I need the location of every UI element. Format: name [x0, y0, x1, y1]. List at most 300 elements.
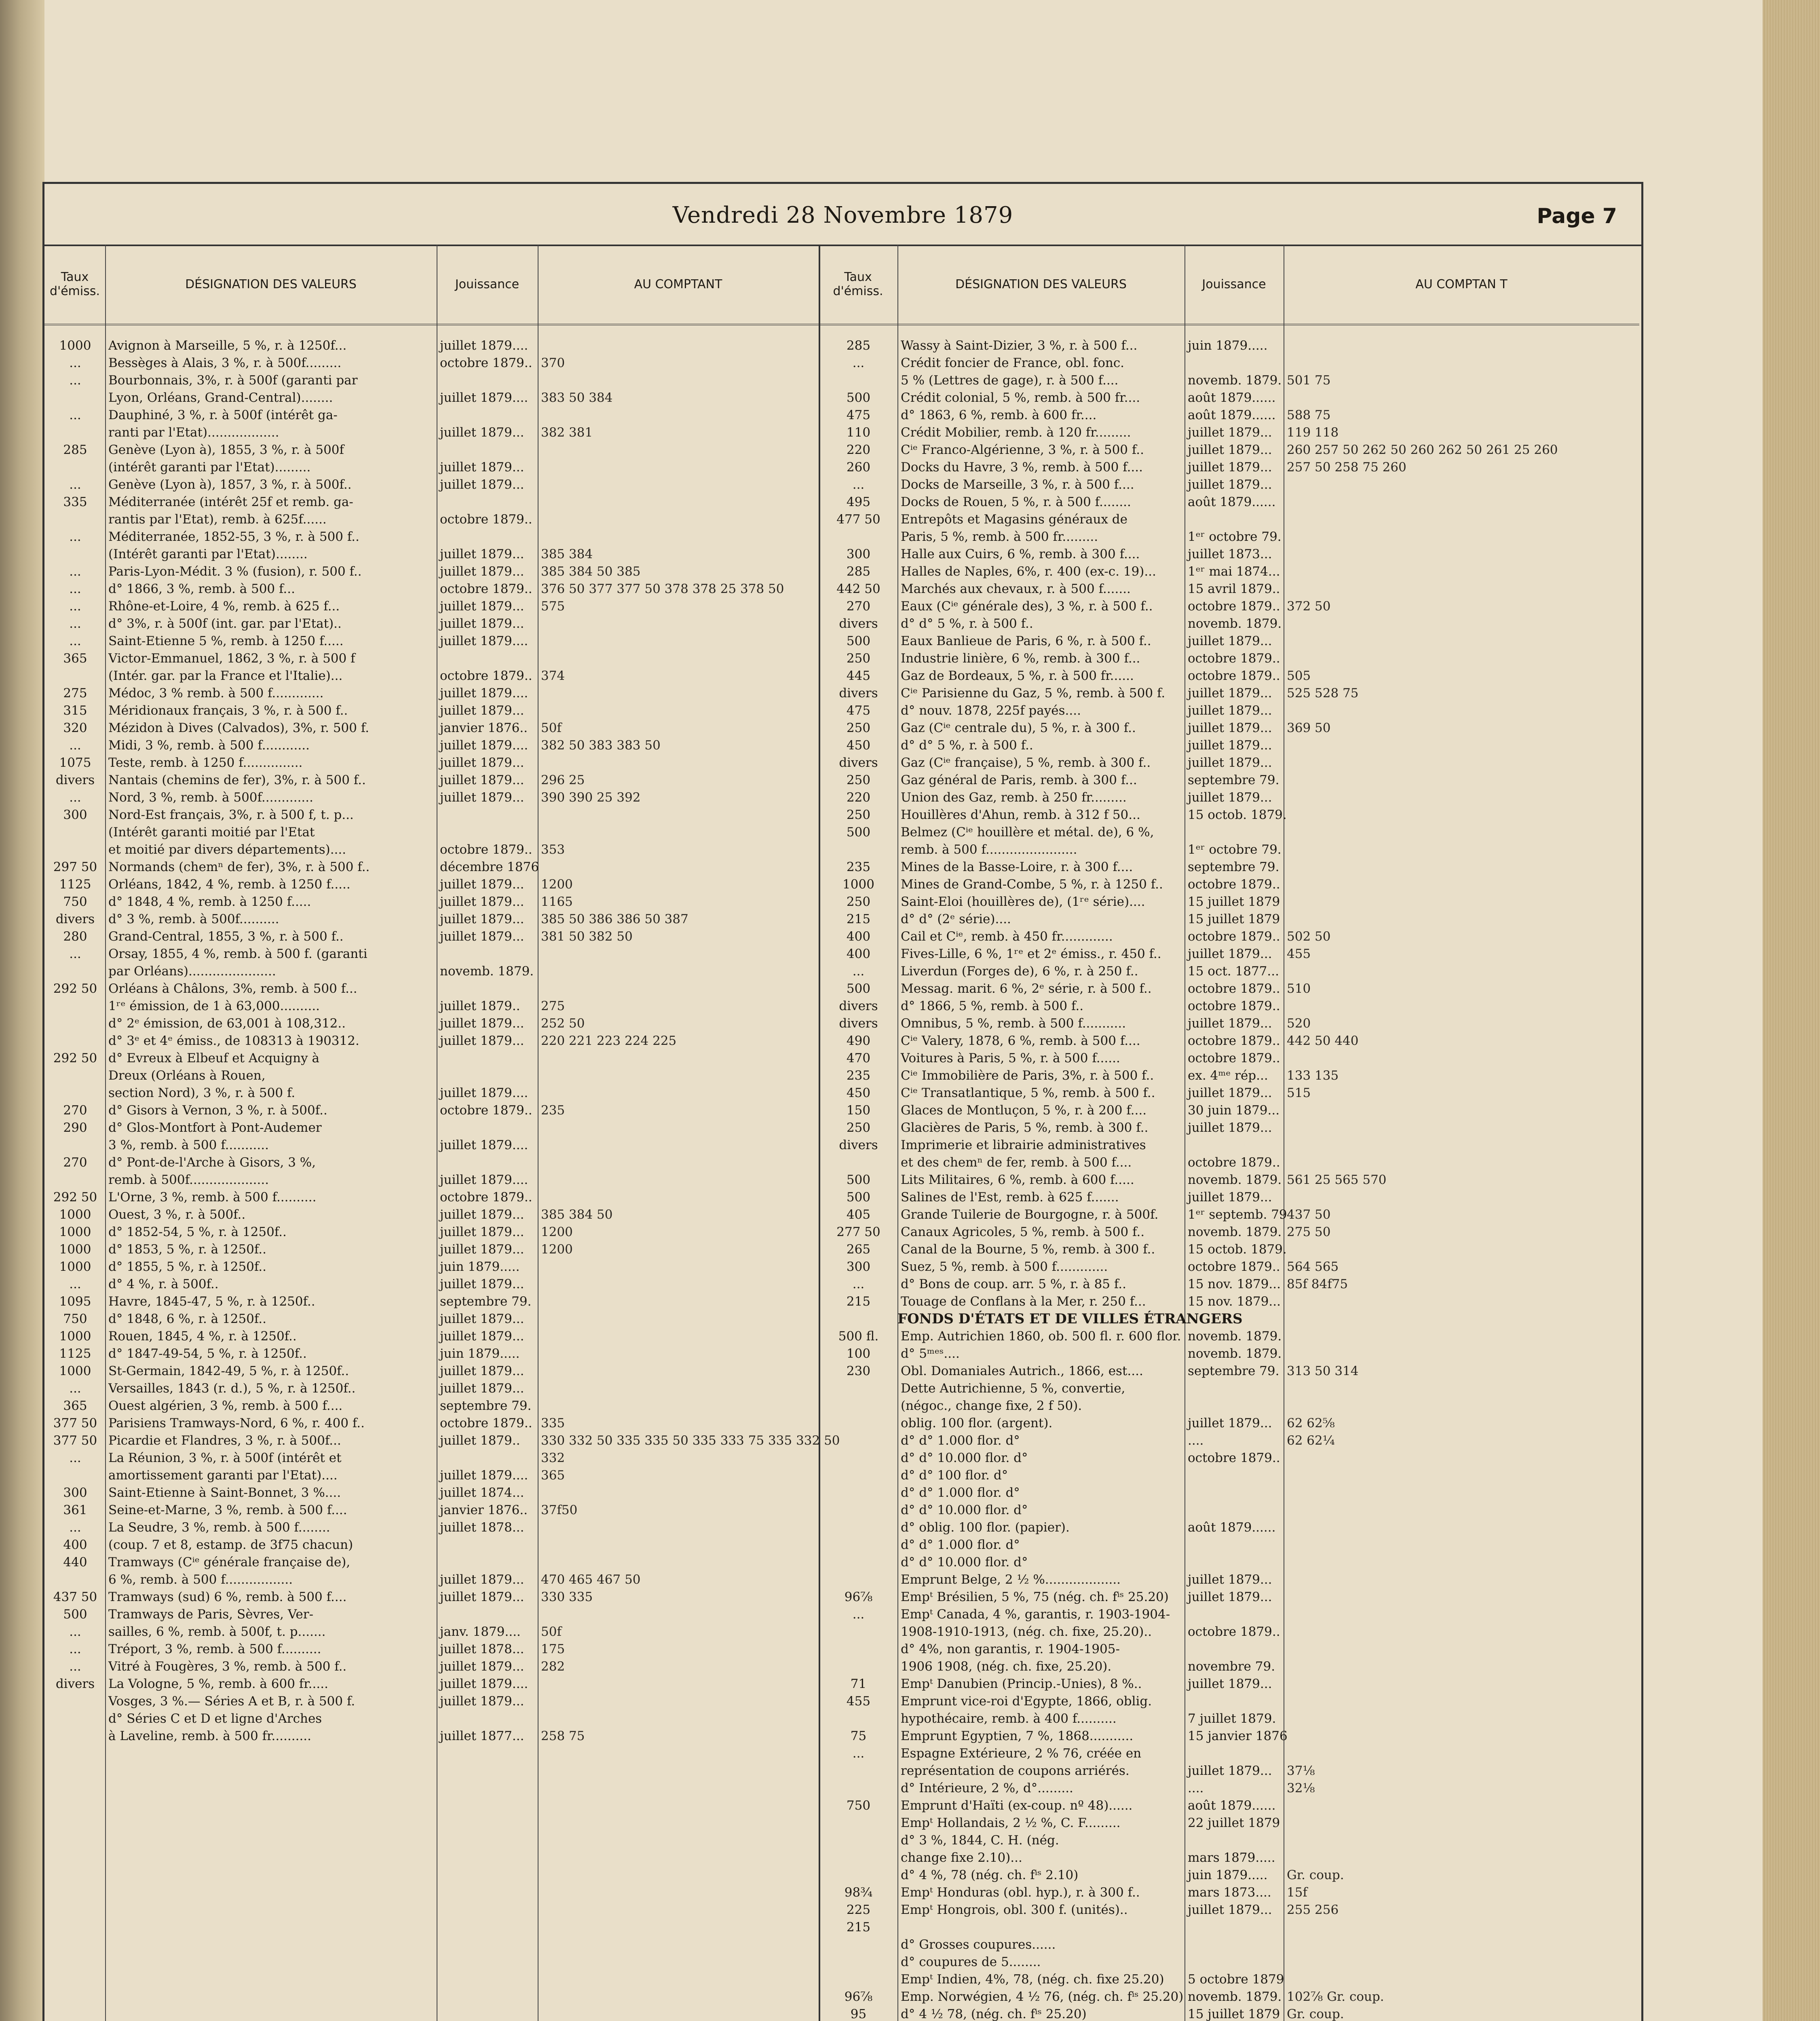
comptant-cell: Gr. coup. — [1287, 1868, 1344, 1882]
table-row — [44, 668, 819, 685]
table-row — [819, 1832, 1641, 1850]
table-row — [819, 859, 1641, 876]
taux-cell: 270 — [846, 599, 871, 614]
table-row — [819, 1797, 1641, 1815]
jouissance-cell: juillet 1878... — [440, 1520, 524, 1535]
jouissance-cell: juillet 1879... — [1188, 1190, 1272, 1205]
designation-cell: Bessèges à Alais, 3 %, r. à 500f......... — [108, 356, 342, 370]
table-row — [819, 928, 1641, 946]
designation-cell: et des chemⁿ de fer, remb. à 500 f.... — [901, 1155, 1132, 1170]
table-row — [819, 755, 1641, 772]
designation-cell: Midi, 3 %, remb. à 500 f............ — [108, 738, 310, 753]
table-row — [819, 720, 1641, 737]
comptant-cell: 382 381 — [541, 425, 593, 440]
table-row — [819, 1259, 1641, 1276]
designation-cell: d° 1847-49-54, 5 %, r. à 1250f.. — [108, 1346, 307, 1361]
designation-cell: Industrie linière, 6 %, remb. à 300 f... — [901, 651, 1140, 666]
taux-cell: 292 50 — [53, 981, 97, 996]
designation-cell: Teste, remb. à 1250 f............... — [108, 755, 303, 770]
table-row — [819, 998, 1641, 1015]
col-header-comptant: AU COMPTAN T — [1284, 245, 1639, 325]
table-row — [44, 390, 819, 407]
designation-cell: d° oblig. 100 flor. (papier). — [901, 1520, 1070, 1535]
table-row — [819, 1641, 1641, 1658]
jouissance-cell: octobre 1879.. — [1188, 599, 1280, 614]
designation-cell: amortissement garanti par l'Etat).... — [108, 1468, 338, 1483]
table-row — [44, 1346, 819, 1363]
taux-cell: ... — [69, 1642, 81, 1656]
designation-cell: 3 %, remb. à 500 f........... — [108, 1138, 269, 1152]
table-row — [819, 1398, 1641, 1415]
table-row — [44, 911, 819, 928]
table-row — [44, 1728, 819, 1745]
table-row — [819, 842, 1641, 859]
table-row — [819, 946, 1641, 963]
designation-cell: rantis par l'Etat), remb. à 625f...... — [108, 512, 327, 527]
table-row — [819, 876, 1641, 894]
taux-cell: ... — [69, 530, 81, 544]
designation-cell: Tramways (sud) 6 %, remb. à 500 f.... — [108, 1590, 347, 1604]
designation-cell: d° d° (2ᵉ série).... — [901, 912, 1011, 926]
jouissance-cell: juillet 1879.... — [440, 390, 528, 405]
comptant-cell: 332 — [541, 1451, 565, 1465]
table-row — [819, 2006, 1641, 2021]
designation-cell: Havre, 1845-47, 5 %, r. à 1250f.. — [108, 1294, 315, 1309]
designation-cell: d° 1853, 5 %, r. à 1250f.. — [108, 1242, 266, 1257]
taux-cell: 270 — [63, 1103, 87, 1118]
table-row — [44, 1450, 819, 1467]
designation-cell: d° coupures de 5........ — [901, 1955, 1041, 1969]
jouissance-cell: juillet 1879... — [440, 1277, 524, 1291]
jouissance-cell: juillet 1879... — [440, 1659, 524, 1674]
table-row — [44, 1224, 819, 1241]
table-row — [819, 702, 1641, 720]
table-row — [819, 598, 1641, 616]
comptant-cell: Gr. coup. — [1287, 2007, 1344, 2021]
comptant-cell: 119 118 — [1287, 425, 1339, 440]
table-row — [44, 1311, 819, 1328]
taux-cell: 500 fl. — [838, 1329, 879, 1344]
table-row — [44, 1067, 819, 1085]
taux-cell: 250 — [846, 808, 871, 822]
taux-cell: 1000 — [59, 1329, 91, 1344]
table-row — [819, 390, 1641, 407]
table-row — [44, 1172, 819, 1189]
jouissance-cell: 1ᵉʳ octobre 79. — [1188, 842, 1282, 857]
comptant-cell: 296 25 — [541, 773, 585, 787]
taux-cell: 475 — [846, 703, 871, 718]
designation-cell: Empᵗ Danubien (Princip.-Unies), 8 %.. — [901, 1677, 1142, 1691]
table-row — [819, 459, 1641, 477]
taux-cell: 98¾ — [844, 1885, 873, 1900]
designation-cell: (Intérêt garanti moitié par l'Etat — [108, 825, 315, 840]
designation-cell: Wassy à Saint-Dizier, 3 %, r. à 500 f... — [901, 338, 1138, 353]
jouissance-cell: .... — [1188, 1781, 1204, 1795]
jouissance-cell: juillet 1879.. — [440, 1433, 520, 1448]
table-row — [819, 1015, 1641, 1033]
taux-cell: ... — [69, 738, 81, 753]
table-row — [44, 1328, 819, 1346]
taux-cell: 377 50 — [53, 1433, 97, 1448]
table-row — [44, 876, 819, 894]
jouissance-cell: octobre 1879.. — [440, 1190, 532, 1205]
newspaper-page-frame — [42, 182, 1643, 2021]
taux-cell: 455 — [846, 1694, 871, 1709]
designation-cell: d° 1866, 5 %, remb. à 500 f.. — [901, 999, 1084, 1013]
table-row — [44, 598, 819, 616]
taux-cell: 292 50 — [53, 1051, 97, 1065]
designation-cell: d° 1855, 5 %, r. à 1250f.. — [108, 1259, 266, 1274]
jouissance-cell: 15 nov. 1879... — [1188, 1294, 1281, 1309]
taux-cell: ... — [852, 1607, 865, 1622]
jouissance-cell: juillet 1879... — [440, 460, 524, 475]
designation-cell: d° Glos-Montfort à Pont-Audemer — [108, 1120, 322, 1135]
designation-cell: sailles, 6 %, remb. à 500f, t. p....... — [108, 1624, 326, 1639]
comptant-cell: 220 221 223 224 225 — [541, 1034, 677, 1048]
jouissance-cell: novemb. 1879. — [1188, 1329, 1282, 1344]
table-row — [819, 981, 1641, 998]
designation-cell: d° 4 %, 78 (nég. ch. fⁱˢ 2.10) — [901, 1868, 1079, 1882]
designation-cell: Seine-et-Marne, 3 %, remb. à 500 f.... — [108, 1503, 347, 1517]
designation-cell: Mines de Grand-Combe, 5 %, r. à 1250 f.. — [901, 877, 1163, 892]
table-row — [44, 1658, 819, 1676]
jouissance-cell: juin 1879..... — [440, 1259, 520, 1274]
taux-cell: 230 — [846, 1364, 871, 1378]
jouissance-cell: ex. 4ᵐᵉ rép... — [1188, 1068, 1268, 1083]
page-header — [44, 184, 1641, 246]
taux-cell: ... — [69, 1659, 81, 1674]
designation-cell: Omnibus, 5 %, remb. à 500 f........... — [901, 1016, 1126, 1031]
taux-cell: 275 — [63, 686, 87, 700]
taux-cell: 1000 — [59, 1225, 91, 1239]
designation-cell: Empᵗ Hollandais, 2 ½ %, C. F......... — [901, 1816, 1121, 1830]
taux-cell: 75 — [850, 1729, 867, 1743]
jouissance-cell: octobre 1879.. — [1188, 999, 1280, 1013]
jouissance-cell: juillet 1878... — [440, 1642, 524, 1656]
jouissance-cell: juillet 1879... — [1188, 790, 1272, 805]
jouissance-cell: juillet 1879... — [1188, 1572, 1272, 1587]
table-row — [44, 755, 819, 772]
table-row — [819, 1363, 1641, 1380]
table-row — [819, 1467, 1641, 1485]
taux-cell: 1000 — [842, 877, 874, 892]
table-row — [44, 1189, 819, 1207]
table-row — [819, 494, 1641, 511]
taux-cell: 235 — [846, 860, 871, 874]
jouissance-cell: mars 1873.... — [1188, 1885, 1271, 1900]
taux-cell: 320 — [63, 721, 87, 735]
designation-cell: à Laveline, remb. à 500 fr.......... — [108, 1729, 312, 1743]
designation-cell: remb. à 500f.................... — [108, 1173, 269, 1187]
jouissance-cell: août 1879...... — [1188, 408, 1276, 422]
jouissance-cell: 15 juillet 1879 — [1188, 2007, 1280, 2021]
comptant-cell: 15f — [1287, 1885, 1307, 1900]
table-row — [819, 650, 1641, 668]
designation-cell: Lits Militaires, 6 %, remb. à 600 f..... — [901, 1173, 1134, 1187]
table-row — [819, 1346, 1641, 1363]
taux-cell: 292 50 — [53, 1190, 97, 1205]
table-row — [819, 1711, 1641, 1728]
table-row — [44, 424, 819, 442]
left-column-table — [44, 245, 840, 2021]
designation-cell: Emprunt vice-roi d'Egypte, 1866, oblig. — [901, 1694, 1152, 1709]
jouissance-cell: juillet 1879... — [1188, 460, 1272, 475]
taux-cell: 110 — [846, 425, 871, 440]
table-row — [819, 1606, 1641, 1624]
designation-cell: d° 4 %, r. à 500f.. — [108, 1277, 219, 1291]
designation-cell: La Seudre, 3 %, remb. à 500 f........ — [108, 1520, 330, 1535]
jouissance-cell: octobre 1879.. — [1188, 651, 1280, 666]
jouissance-cell: août 1879...... — [1188, 390, 1276, 405]
designation-cell: Houillères d'Ahun, remb. à 312 f 50... — [901, 808, 1140, 822]
table-row — [44, 1137, 819, 1154]
taux-cell: 750 — [63, 894, 87, 909]
taux-cell: 1000 — [59, 1364, 91, 1378]
jouissance-cell: juillet 1879... — [1188, 686, 1272, 700]
comptant-cell: 1200 — [541, 1225, 573, 1239]
comptant-cell: 235 — [541, 1103, 565, 1118]
designation-cell: Bourbonnais, 3%, r. à 500f (garanti par — [108, 373, 358, 388]
taux-cell: ... — [69, 1520, 81, 1535]
taux-cell: 1000 — [59, 1207, 91, 1222]
table-row — [819, 1224, 1641, 1241]
jouissance-cell: juillet 1879... — [440, 1381, 524, 1396]
designation-cell: Nord, 3 %, remb. à 500f............. — [108, 790, 313, 805]
taux-cell: 285 — [846, 564, 871, 579]
jouissance-cell: octobre 1879.. — [440, 582, 532, 596]
jouissance-cell: juillet 1879.... — [440, 1086, 528, 1100]
designation-cell: Crédit Mobilier, remb. à 120 fr......... — [901, 425, 1131, 440]
table-row — [44, 1241, 819, 1259]
taux-cell: divers — [839, 999, 878, 1013]
table-row — [44, 494, 819, 511]
jouissance-cell: juillet 1873... — [1188, 547, 1272, 561]
designation-cell: Halle aux Cuirs, 6 %, remb. à 300 f.... — [901, 547, 1140, 561]
jouissance-cell: novemb. 1879. — [440, 964, 534, 979]
comptant-cell: 133 135 — [1287, 1068, 1339, 1083]
table-row — [44, 1398, 819, 1415]
taux-cell: ... — [69, 634, 81, 648]
designation-cell: (Intérêt garanti par l'Etat)........ — [108, 547, 308, 561]
table-row — [44, 702, 819, 720]
jouissance-cell: juillet 1879... — [440, 616, 524, 631]
jouissance-cell: juillet 1879... — [440, 894, 524, 909]
designation-cell: Fives-Lille, 6 %, 1ʳᵉ et 2ᵉ émiss., r. 450 f.. — [901, 947, 1161, 961]
table-row — [819, 407, 1641, 424]
table-row — [44, 772, 819, 789]
taux-cell: 500 — [846, 1190, 871, 1205]
taux-cell: 365 — [63, 1399, 87, 1413]
designation-cell: d° 5ᵐᵉˢ.... — [901, 1346, 960, 1361]
table-row — [819, 1085, 1641, 1102]
taux-cell: ... — [69, 408, 81, 422]
designation-cell: d° 3%, r. à 500f (int. gar. par l'Etat).. — [108, 616, 342, 631]
table-row — [44, 372, 819, 390]
designation-cell: Emp. Norwégien, 4 ½ 76, (nég. ch. fⁱˢ 25.20) — [901, 1989, 1184, 2004]
taux-cell: 361 — [63, 1503, 87, 1517]
taux-cell: 437 50 — [53, 1590, 97, 1604]
comptant-cell: 385 50 386 386 50 387 — [541, 912, 688, 926]
table-row — [819, 1189, 1641, 1207]
jouissance-cell: juillet 1879... — [440, 1034, 524, 1048]
jouissance-cell: septembre 79. — [440, 1399, 532, 1413]
table-row — [44, 685, 819, 702]
taux-cell: 250 — [846, 721, 871, 735]
designation-cell: Liverdun (Forges de), 6 %, r. à 250 f.. — [901, 964, 1138, 979]
designation-cell: d° 3ᵉ et 4ᵉ émiss., de 108313 à 190312. — [108, 1034, 359, 1048]
taux-cell: 315 — [63, 703, 87, 718]
designation-cell: Grande Tuilerie de Bourgogne, r. à 500f. — [901, 1207, 1159, 1222]
comptant-cell: 385 384 50 — [541, 1207, 613, 1222]
col-header-taux: Taux d'émiss. — [44, 245, 105, 325]
jouissance-cell: 15 janvier 1876 — [1188, 1729, 1288, 1743]
jouissance-cell: juillet 1879... — [440, 912, 524, 926]
table-row — [819, 1033, 1641, 1050]
table-row — [819, 668, 1641, 685]
designation-cell: St-Germain, 1842-49, 5 %, r. à 1250f.. — [108, 1364, 349, 1378]
jouissance-cell: juillet 1879... — [440, 547, 524, 561]
taux-cell: 250 — [846, 1120, 871, 1135]
jouissance-cell: juillet 1879... — [440, 773, 524, 787]
col-header-jouissance: Jouissance — [1184, 245, 1284, 325]
taux-cell: 1125 — [59, 1346, 91, 1361]
taux-cell: ... — [69, 582, 81, 596]
designation-cell: d° 1848, 4 %, remb. à 1250 f..... — [108, 894, 311, 909]
table-row — [44, 1606, 819, 1624]
table-row — [44, 859, 819, 876]
table-row — [44, 511, 819, 529]
comptant-cell: 37f50 — [541, 1503, 578, 1517]
designation-cell: d° 1866, 3 %, remb. à 500 f... — [108, 582, 295, 596]
comptant-cell: 502 50 — [1287, 929, 1331, 944]
table-row — [819, 1450, 1641, 1467]
taux-cell: ... — [852, 356, 865, 370]
designation-cell: change fixe 2.10)... — [901, 1850, 1022, 1865]
comptant-cell: 313 50 314 — [1287, 1364, 1359, 1378]
designation-cell: 5 % (Lettres de gage), r. à 500 f.... — [901, 373, 1119, 388]
designation-cell: Gaz de Bordeaux, 5 %, r. à 500 fr...... — [901, 669, 1134, 683]
taux-cell: 500 — [846, 981, 871, 996]
table-row — [819, 1937, 1641, 1954]
table-row — [44, 1154, 819, 1172]
taux-cell: 495 — [846, 495, 871, 509]
table-row — [819, 1902, 1641, 1919]
jouissance-cell: 5 octobre 1879 — [1188, 1972, 1284, 1987]
designation-cell: d° Grosses coupures...... — [901, 1937, 1056, 1952]
designation-cell: Méditerranée (intérêt 25f et remb. ga- — [108, 495, 353, 509]
jouissance-cell: novemb. 1879. — [1188, 1346, 1282, 1361]
taux-cell: 96⅞ — [844, 1590, 873, 1604]
table-row — [44, 1259, 819, 1276]
jouissance-cell: juillet 1879... — [1188, 425, 1272, 440]
table-row — [44, 1120, 819, 1137]
designation-cell: Orléans à Châlons, 3%, remb. à 500 f... — [108, 981, 357, 996]
table-row — [44, 546, 819, 563]
designation-cell: 1908-1910-1913, (nég. ch. fixe, 25.20).. — [901, 1624, 1152, 1639]
jouissance-cell: juillet 1879... — [440, 425, 524, 440]
taux-cell: 250 — [846, 773, 871, 787]
taux-cell: divers — [839, 1016, 878, 1031]
designation-cell: La Réunion, 3 %, r. à 500f (intérêt et — [108, 1451, 342, 1465]
table-row — [819, 1815, 1641, 1832]
jouissance-cell: juillet 1879.... — [440, 338, 528, 353]
designation-cell: Cⁱᵉ Valery, 1878, 6 %, remb. à 500 f.... — [901, 1034, 1140, 1048]
designation-cell: d° Pont-de-l'Arche à Gisors, 3 %, — [108, 1155, 316, 1170]
comptant-cell: 470 465 467 50 — [541, 1572, 641, 1587]
taux-cell: 490 — [846, 1034, 871, 1048]
comptant-cell: 330 332 50 335 335 50 335 333 75 335 332 50 — [541, 1433, 840, 1448]
taux-cell: 1125 — [59, 877, 91, 892]
header-date: Vendredi 28 Novembre 1879 — [672, 202, 1013, 228]
taux-cell: 377 50 — [53, 1416, 97, 1430]
table-row — [819, 581, 1641, 598]
jouissance-cell: juillet 1879... — [440, 1572, 524, 1587]
table-row — [819, 372, 1641, 390]
designation-cell: Victor-Emmanuel, 1862, 3 %, r. à 500 f — [108, 651, 355, 666]
table-row — [819, 1971, 1641, 1989]
comptant-cell: 520 — [1287, 1016, 1311, 1031]
designation-cell: Méditerranée, 1852-55, 3 %, r. à 500 f.. — [108, 530, 359, 544]
designation-cell: Salines de l'Est, remb. à 625 f....... — [901, 1190, 1119, 1205]
designation-cell: d° 4%, non garantis, r. 1904-1905- — [901, 1642, 1120, 1656]
taux-cell: 400 — [846, 947, 871, 961]
designation-cell: Messag. marit. 6 %, 2ᵉ série, r. à 500 f.. — [901, 981, 1152, 996]
jouissance-cell: juillet 1879... — [1188, 1903, 1272, 1917]
table-row — [819, 1102, 1641, 1120]
taux-cell: ... — [69, 947, 81, 961]
table-row — [44, 928, 819, 946]
taux-cell: 500 — [846, 634, 871, 648]
taux-cell: 442 50 — [836, 582, 880, 596]
comptant-cell: 330 335 — [541, 1590, 593, 1604]
table-row — [819, 1207, 1641, 1224]
designation-cell: (Intér. gar. par la France et l'Italie)... — [108, 669, 343, 683]
table-row — [44, 1085, 819, 1102]
comptant-cell: 561 25 565 570 — [1287, 1173, 1387, 1187]
table-row — [819, 1120, 1641, 1137]
designation-cell: 1ʳᵉ émission, de 1 à 63,000.......... — [108, 999, 320, 1013]
designation-cell: Orléans, 1842, 4 %, remb. à 1250 f..... — [108, 877, 350, 892]
table-row — [44, 581, 819, 598]
designation-cell: Halles de Naples, 6%, r. 400 (ex-c. 19)... — [901, 564, 1156, 579]
table-row — [44, 998, 819, 1015]
comptant-cell: 50f — [541, 721, 562, 735]
jouissance-cell: octobre 1879.. — [1188, 981, 1280, 996]
comptant-cell: 575 — [541, 599, 565, 614]
table-row — [44, 963, 819, 981]
table-row — [44, 1102, 819, 1120]
designation-cell: Crédit colonial, 5 %, remb. à 500 fr.... — [901, 390, 1140, 405]
table-row — [44, 563, 819, 581]
table-row — [819, 1658, 1641, 1676]
table-row — [819, 807, 1641, 824]
taux-cell: ... — [69, 790, 81, 805]
taux-cell: 1075 — [59, 755, 91, 770]
comptant-cell: 369 50 — [1287, 721, 1331, 735]
jouissance-cell: novemb. 1879. — [1188, 373, 1282, 388]
taux-cell: ... — [69, 1277, 81, 1291]
jouissance-cell: juillet 1879... — [1188, 947, 1272, 961]
table-row — [819, 1954, 1641, 1971]
jouissance-cell: juillet 1879.... — [440, 1138, 528, 1152]
table-row — [819, 1589, 1641, 1606]
comptant-cell: 275 50 — [1287, 1225, 1331, 1239]
taux-cell: 215 — [846, 912, 871, 926]
taux-cell: 750 — [63, 1312, 87, 1326]
jouissance-cell: juillet 1879... — [1188, 443, 1272, 457]
designation-cell: d° d° 10.000 flor. d° — [901, 1451, 1028, 1465]
taux-cell: 450 — [846, 1086, 871, 1100]
